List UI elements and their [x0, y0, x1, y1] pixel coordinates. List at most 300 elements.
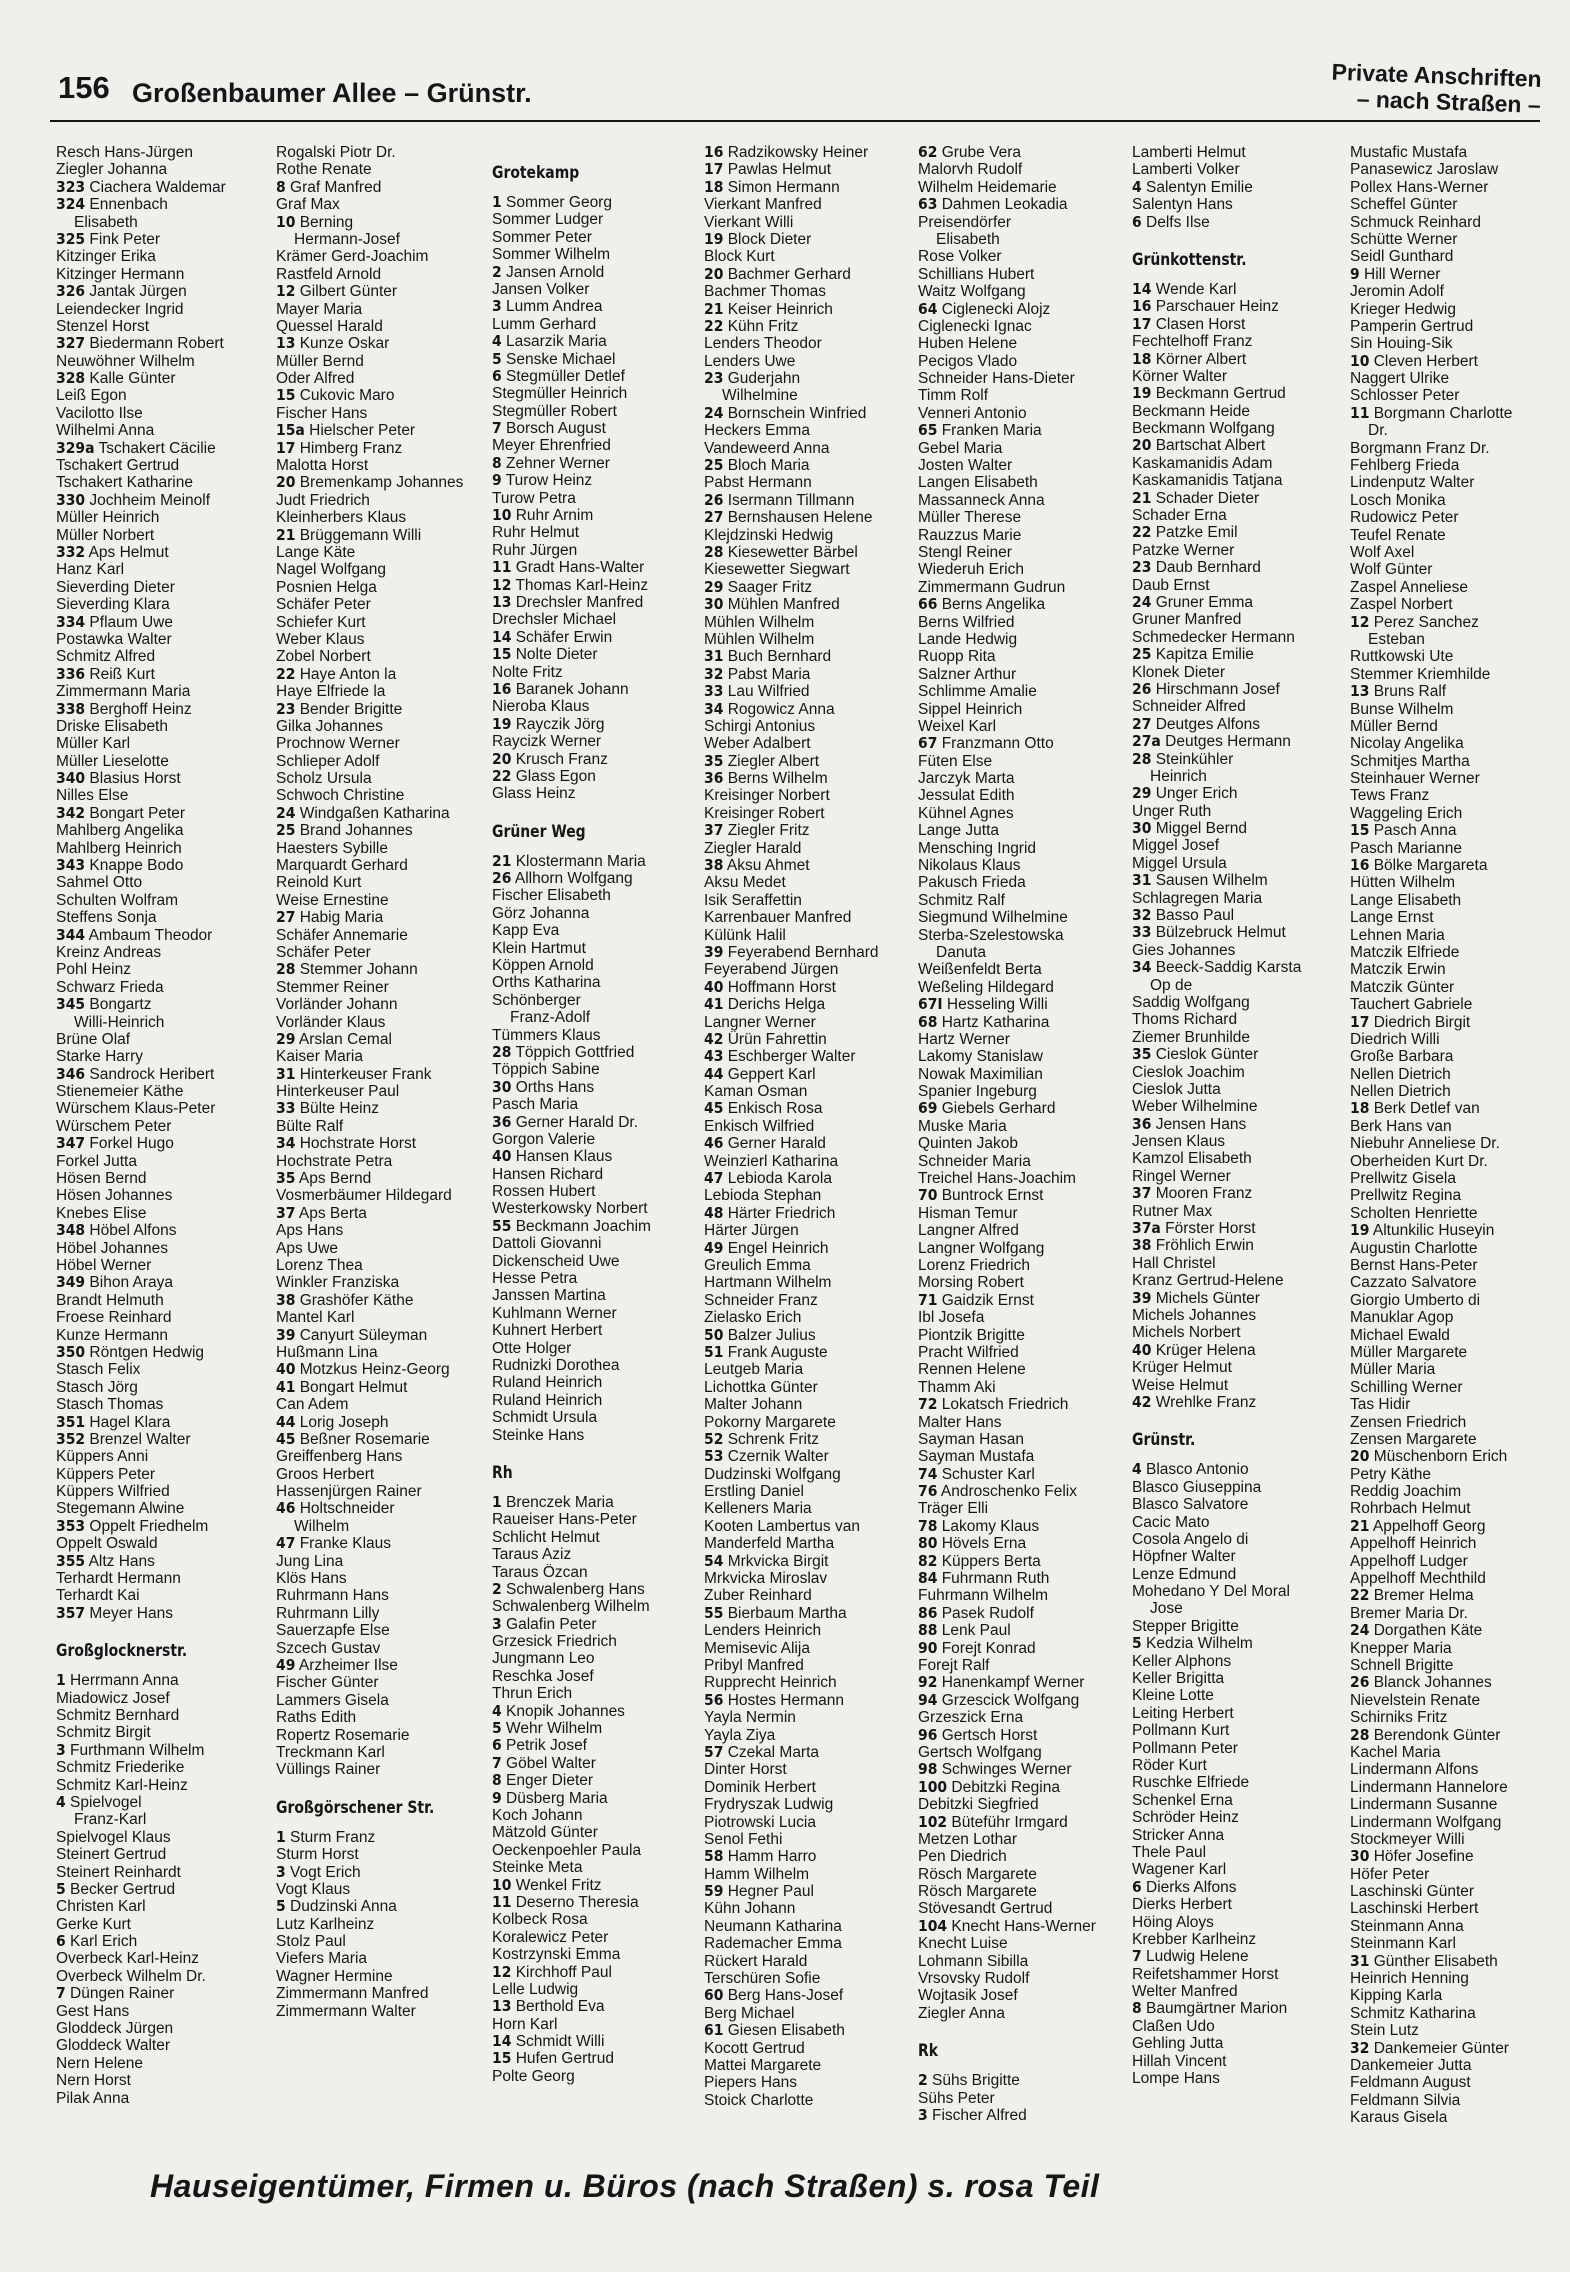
resident-entry — [918, 718, 1138, 735]
resident-entry — [918, 283, 1138, 300]
resident-name: Pribyl Manfred — [704, 1656, 804, 1674]
entry-continuation — [1132, 1600, 1352, 1617]
resident-name: Jeromin Adolf — [1350, 283, 1444, 301]
resident-entry — [1132, 507, 1352, 524]
resident-name: Glass Heinz — [492, 785, 576, 803]
resident-entry — [918, 1066, 1138, 1083]
resident-entry — [1132, 1496, 1352, 1513]
resident-name: Esteban — [1368, 630, 1425, 648]
resident-name: Bloch Maria — [727, 457, 810, 475]
resident-name: Augustin Charlotte — [1350, 1239, 1478, 1257]
resident-name: Hochstrate Petra — [276, 1152, 393, 1170]
resident-name: Steinhauer Werner — [1350, 770, 1480, 788]
resident-name: Petrik Josef — [506, 1737, 587, 1755]
resident-name: Haye Elfriede la — [276, 683, 386, 701]
resident-entry — [1132, 1220, 1352, 1237]
house-number: 357 — [56, 1604, 86, 1622]
resident-name: Düngen Rainer — [70, 1985, 175, 2003]
resident-entry — [1132, 942, 1352, 959]
house-number: 100 — [918, 1778, 948, 1796]
resident-name: Wrehlke Franz — [1155, 1393, 1257, 1411]
resident-name: Raueiser Hans-Peter — [492, 1511, 637, 1529]
resident-name: Beckmann Heide — [1132, 402, 1251, 420]
resident-entry — [1132, 1774, 1352, 1791]
resident-entry — [704, 874, 924, 891]
resident-entry — [56, 701, 276, 718]
house-number: 349 — [56, 1274, 86, 1292]
resident-name: Kreisinger Robert — [704, 804, 825, 822]
resident-name: Schneider Franz — [704, 1291, 818, 1309]
resident-entry — [276, 770, 496, 787]
resident-name: Klein Hartmut — [492, 939, 586, 957]
resident-entry — [918, 1900, 1138, 1917]
resident-entry — [492, 1166, 712, 1183]
resident-name: Thamm Aki — [918, 1378, 996, 1396]
resident-entry — [276, 840, 496, 857]
resident-name: Sandrock Heribert — [89, 1065, 215, 1083]
resident-entry — [1132, 1359, 1352, 1376]
house-number: 332 — [56, 543, 86, 561]
resident-entry — [276, 1257, 496, 1274]
resident-entry — [1132, 959, 1352, 976]
directory-column-4 — [704, 144, 924, 2109]
resident-name: Cieslok Joachim — [1132, 1063, 1245, 1081]
resident-name: Knecht Luise — [918, 1935, 1008, 1953]
resident-name: Delfs Ilse — [1146, 213, 1210, 231]
resident-entry — [704, 561, 924, 578]
resident-entry — [704, 1848, 924, 1865]
house-number: 39 — [1132, 1289, 1152, 1307]
resident-entry — [56, 874, 276, 891]
resident-entry — [492, 629, 712, 646]
resident-name: Rennen Helene — [918, 1361, 1026, 1379]
resident-name: Stemmer Reiner — [276, 978, 389, 996]
resident-entry — [918, 1535, 1138, 1552]
resident-name: Blasius Horst — [89, 770, 181, 788]
house-number: 26 — [1132, 680, 1152, 698]
resident-name: Küppers Wilfried — [56, 1483, 170, 1501]
resident-entry — [492, 1131, 712, 1148]
resident-entry — [56, 2037, 276, 2054]
resident-name: Mätzold Günter — [492, 1824, 598, 1842]
resident-entry — [56, 1759, 276, 1776]
resident-name: Schütte Werner — [1350, 230, 1458, 248]
house-number: 4 — [492, 1702, 502, 1720]
resident-entry — [1132, 1966, 1352, 1983]
resident-name: Oppelt Friedhelm — [89, 1517, 209, 1535]
resident-name: Viefers Maria — [276, 1950, 368, 1968]
resident-name: Lenders Theodor — [704, 335, 822, 353]
resident-name: Kühn Fritz — [727, 317, 799, 335]
resident-name: Tauchert Gabriele — [1350, 996, 1473, 1014]
resident-entry — [704, 1118, 924, 1135]
resident-entry — [276, 1864, 496, 1881]
house-number: 3 — [918, 2106, 928, 2124]
resident-entry — [918, 631, 1138, 648]
resident-name: Sterba-Szelestowska — [918, 926, 1064, 944]
resident-name: Gilka Johannes — [276, 717, 383, 735]
resident-entry — [1350, 1448, 1570, 1465]
resident-entry — [1350, 1640, 1570, 1657]
resident-name: Malorvh Rudolf — [918, 161, 1023, 179]
resident-name: Schmitz Karl-Heinz — [56, 1776, 188, 1794]
resident-entry — [918, 979, 1138, 996]
resident-entry — [1350, 1500, 1570, 1517]
resident-name: Naggert Ulrike — [1350, 370, 1450, 388]
resident-name: Bongartz — [89, 996, 152, 1014]
resident-name: Lange Käte — [276, 543, 356, 561]
house-number: 328 — [56, 370, 86, 388]
resident-name: Krämer Gerd-Joachim — [276, 248, 429, 266]
resident-name: Enkisch Rosa — [727, 1100, 823, 1118]
resident-name: Jose — [1150, 1600, 1183, 1618]
resident-entry — [56, 1414, 276, 1431]
resident-name: Hamm Harro — [727, 1848, 817, 1866]
resident-entry — [1350, 1222, 1570, 1239]
resident-name: Siegmund Wilhelmine — [918, 909, 1068, 927]
resident-name: Aps Helmut — [88, 543, 169, 561]
house-number: 17 — [1350, 1013, 1370, 1031]
resident-entry — [704, 214, 924, 231]
resident-entry — [276, 1570, 496, 1587]
resident-name: Memisevic Alija — [704, 1639, 810, 1657]
resident-entry — [1132, 1290, 1352, 1307]
resident-entry — [492, 1633, 712, 1650]
directory-column-7 — [1350, 144, 1570, 2127]
resident-name: Schader Dieter — [1155, 489, 1260, 507]
house-number: 86 — [918, 1604, 938, 1622]
resident-entry — [704, 1379, 924, 1396]
resident-name: Langen Elisabeth — [918, 474, 1038, 492]
resident-entry — [56, 1916, 276, 1933]
house-number: 3 — [492, 1615, 502, 1633]
resident-entry — [1350, 353, 1570, 370]
resident-entry — [1350, 1796, 1570, 1813]
house-number: 338 — [56, 700, 86, 718]
resident-name: Reifetshammer Horst — [1132, 1965, 1279, 1983]
resident-name: Schwarz Frieda — [56, 978, 164, 996]
resident-name: Lenders Heinrich — [704, 1622, 822, 1640]
resident-entry — [276, 805, 496, 822]
resident-entry — [704, 1083, 924, 1100]
resident-entry — [1350, 440, 1570, 457]
house-number: 27 — [1132, 715, 1152, 733]
resident-entry — [56, 1777, 276, 1794]
resident-entry — [1350, 1100, 1570, 1117]
resident-entry — [1350, 1066, 1570, 1083]
resident-name: Prellwitz Regina — [1350, 1187, 1462, 1205]
house-number: 21 — [492, 852, 512, 870]
resident-entry — [704, 1553, 924, 1570]
house-number: 23 — [276, 700, 296, 718]
resident-entry — [56, 631, 276, 648]
resident-entry — [918, 509, 1138, 526]
resident-entry — [492, 992, 712, 1009]
resident-entry — [492, 1235, 712, 1252]
resident-entry — [918, 1048, 1138, 1065]
resident-entry — [704, 1605, 924, 1622]
resident-name: Kaman Osman — [704, 1083, 808, 1101]
resident-entry — [56, 2020, 276, 2037]
resident-entry — [276, 1222, 496, 1239]
resident-name: Schiefer Kurt — [276, 613, 366, 631]
resident-entry — [1132, 1705, 1352, 1722]
resident-entry — [704, 1222, 924, 1239]
resident-entry — [1132, 1479, 1352, 1496]
resident-name: Kapitza Emilie — [1155, 646, 1254, 664]
resident-entry — [918, 1170, 1138, 1187]
resident-entry — [1350, 1344, 1570, 1361]
resident-name: Hartmann Wilhelm — [704, 1274, 832, 1292]
house-number: 16 — [704, 144, 724, 161]
resident-entry — [56, 1379, 276, 1396]
resident-entry — [276, 701, 496, 718]
resident-entry — [56, 1309, 276, 1326]
resident-name: Schmitz Ralf — [918, 891, 1005, 909]
house-number: 66 — [918, 596, 938, 614]
resident-entry — [276, 561, 496, 578]
resident-entry — [704, 1135, 924, 1152]
resident-name: Guderjahn — [727, 370, 801, 388]
resident-entry — [276, 1135, 496, 1152]
house-number: 4 — [492, 333, 502, 351]
house-number: 51 — [704, 1343, 724, 1361]
resident-entry — [276, 996, 496, 1013]
resident-name: Töppich Sabine — [492, 1061, 600, 1079]
resident-name: Panasewicz Jaroslaw — [1350, 161, 1499, 179]
house-number: 324 — [56, 196, 86, 214]
resident-entry — [276, 1292, 496, 1309]
resident-name: Salentyn Emilie — [1146, 178, 1253, 196]
resident-entry — [276, 1396, 496, 1413]
resident-name: Zimmermann Maria — [56, 683, 191, 701]
house-number: 2 — [918, 2072, 928, 2090]
resident-entry — [704, 2092, 924, 2109]
resident-entry — [492, 1598, 712, 1615]
resident-name: Oder Alfred — [276, 370, 355, 388]
house-number: 351 — [56, 1413, 86, 1431]
resident-name: Lompe Hans — [1132, 2070, 1220, 2088]
resident-entry — [918, 579, 1138, 596]
resident-name: Hesse Petra — [492, 1270, 578, 1288]
resident-name: Nikolaus Klaus — [918, 857, 1021, 875]
resident-entry — [56, 196, 276, 213]
resident-entry — [56, 596, 276, 613]
resident-name: Bruns Ralf — [1373, 683, 1447, 701]
resident-name: Lenders Uwe — [704, 352, 796, 370]
resident-name: Ruland Heinrich — [492, 1374, 603, 1392]
resident-name: Pasek Rudolf — [941, 1604, 1034, 1622]
resident-name: Kunze Oskar — [299, 335, 390, 353]
resident-entry — [1132, 2053, 1352, 2070]
resident-entry — [276, 1968, 496, 1985]
resident-entry — [1350, 1779, 1570, 1796]
resident-entry — [1350, 527, 1570, 544]
house-number: 12 — [1350, 613, 1370, 631]
resident-name: Höbel Alfons — [89, 1222, 177, 1240]
resident-entry — [276, 492, 496, 509]
resident-name: Massanneck Anna — [918, 491, 1045, 509]
resident-name: Vierkant Willi — [704, 213, 794, 231]
resident-name: Hösen Bernd — [56, 1170, 147, 1188]
resident-name: Kolbeck Rosa — [492, 1911, 588, 1929]
house-number: 20 — [1132, 437, 1152, 455]
house-number: 7 — [56, 1985, 66, 2003]
resident-name: Berendonk Günter — [1373, 1726, 1501, 1744]
resident-entry — [918, 1118, 1138, 1135]
resident-name: Hillah Vincent — [1132, 2052, 1227, 2070]
resident-name: Neuwöhner Wilhelm — [56, 352, 195, 370]
resident-entry — [276, 335, 496, 352]
house-number: 3 — [276, 1863, 286, 1881]
resident-name: Feyerabend Bernhard — [727, 943, 879, 961]
house-number: 12 — [492, 1963, 512, 1981]
resident-entry — [918, 683, 1138, 700]
resident-entry — [276, 909, 496, 926]
resident-name: Kirchhoff Paul — [515, 1963, 612, 1981]
house-number: 32 — [1350, 2039, 1370, 2057]
resident-entry — [276, 683, 496, 700]
resident-name: Manderfeld Martha — [704, 1535, 835, 1553]
resident-name: Bölke Margareta — [1373, 857, 1488, 875]
resident-entry — [1132, 698, 1352, 715]
resident-name: Bremer Maria Dr. — [1350, 1604, 1468, 1622]
resident-entry — [56, 2090, 276, 2107]
resident-name: Marquardt Gerhard — [276, 857, 408, 875]
resident-entry — [704, 1831, 924, 1848]
resident-entry — [276, 179, 496, 196]
resident-name: Borgmann Charlotte — [1373, 404, 1513, 422]
house-number: 84 — [918, 1570, 938, 1588]
resident-entry — [1132, 1081, 1352, 1098]
resident-name: Deutges Alfons — [1155, 715, 1260, 733]
resident-entry — [1350, 387, 1570, 404]
resident-name: Lamberti Helmut — [1132, 144, 1246, 161]
resident-name: Jarczyk Marta — [918, 770, 1015, 788]
resident-entry — [492, 2050, 712, 2067]
resident-entry — [492, 1981, 712, 1998]
resident-name: Rastfeld Arnold — [276, 265, 382, 283]
resident-name: Langner Wolfgang — [918, 1239, 1045, 1257]
resident-entry — [918, 857, 1138, 874]
resident-name: Fuhrmann Wilhelm — [918, 1587, 1049, 1605]
resident-entry — [492, 1218, 712, 1235]
resident-name: Keller Alphons — [1132, 1652, 1232, 1670]
resident-name: Schwoch Christine — [276, 787, 405, 805]
resident-entry — [1350, 2074, 1570, 2091]
resident-name: Schulten Wolfram — [56, 891, 179, 909]
resident-name: Schillians Hubert — [918, 265, 1035, 283]
house-number: 29 — [1132, 785, 1152, 803]
resident-name: Galafin Peter — [506, 1615, 597, 1633]
resident-name: Füten Else — [918, 752, 993, 770]
house-number: 345 — [56, 996, 86, 1014]
resident-entry — [704, 492, 924, 509]
resident-entry — [704, 805, 924, 822]
resident-entry — [704, 753, 924, 770]
resident-name: Diedrich Birgit — [1373, 1013, 1471, 1031]
resident-name: Weinzierl Katharina — [704, 1152, 839, 1170]
resident-name: Hütten Wilhelm — [1350, 874, 1456, 892]
resident-name: Fischer Hans — [276, 404, 368, 422]
resident-name: Mühlen Wilhelm — [704, 630, 815, 648]
resident-entry — [918, 909, 1138, 926]
resident-name: Lindermann Wolfgang — [1350, 1813, 1502, 1831]
resident-entry — [918, 874, 1138, 891]
resident-entry — [1350, 579, 1570, 596]
house-number: 38 — [704, 857, 724, 875]
resident-entry — [918, 596, 1138, 613]
resident-name: Berk Hans van — [1350, 1117, 1452, 1135]
resident-name: Dominik Herbert — [704, 1778, 816, 1796]
resident-name: Forejt Ralf — [918, 1656, 990, 1674]
resident-name: Lehnen Maria — [1350, 926, 1445, 944]
resident-name: Claßen Udo — [1132, 2017, 1215, 2035]
resident-entry — [56, 335, 276, 352]
resident-name: Beckmann Gertrud — [1155, 385, 1286, 403]
resident-entry — [1132, 1531, 1352, 1548]
resident-entry — [492, 1790, 712, 1807]
resident-entry — [704, 683, 924, 700]
house-number: 24 — [1132, 593, 1152, 611]
entry-continuation — [918, 944, 1138, 961]
resident-name: Keiser Heinrich — [727, 300, 833, 318]
resident-name: Leiting Herbert — [1132, 1704, 1234, 1722]
resident-name: Schmitz Alfred — [56, 648, 156, 666]
resident-entry — [918, 1814, 1138, 1831]
house-number: 6 — [492, 1737, 502, 1755]
resident-name: Knappe Bodo — [89, 857, 184, 875]
directory-column-1 — [56, 144, 276, 2107]
resident-name: Küppers Berta — [941, 1552, 1041, 1570]
resident-entry — [1132, 1861, 1352, 1878]
resident-name: Simon Hermann — [727, 178, 840, 196]
house-number: 330 — [56, 491, 86, 509]
resident-entry — [1132, 144, 1352, 161]
house-number: 24 — [704, 404, 724, 422]
resident-name: Krusch Franz — [515, 750, 608, 768]
resident-name: Lammers Gisela — [276, 1691, 389, 1709]
house-number: 68 — [918, 1013, 938, 1031]
resident-entry — [704, 248, 924, 265]
house-number: 55 — [492, 1217, 512, 1235]
resident-entry — [1350, 614, 1570, 631]
resident-name: Stolz Paul — [276, 1933, 346, 1951]
resident-entry — [56, 753, 276, 770]
resident-name: Nern Horst — [56, 2072, 131, 2090]
resident-entry — [704, 1918, 924, 1935]
resident-entry — [492, 437, 712, 454]
resident-entry — [704, 996, 924, 1013]
resident-entry — [276, 1985, 496, 2002]
house-number: 10 — [492, 1876, 512, 1894]
resident-name: Lange Elisabeth — [1350, 891, 1462, 909]
house-number: 7 — [492, 1754, 502, 1772]
resident-name: Jungmann Leo — [492, 1650, 595, 1668]
resident-name: Altz Hans — [88, 1552, 155, 1570]
resident-name: Gerner Harald Dr. — [515, 1113, 639, 1131]
resident-name: Schmitz Friederike — [56, 1759, 185, 1777]
resident-name: Steinmann Karl — [1350, 1935, 1456, 1953]
resident-name: Schnell Brigitte — [1350, 1656, 1454, 1674]
resident-entry — [1132, 524, 1352, 541]
resident-entry — [56, 718, 276, 735]
resident-name: Waggeling Erich — [1350, 804, 1463, 822]
resident-entry — [704, 474, 924, 491]
resident-name: Pollmann Kurt — [1132, 1722, 1230, 1740]
resident-entry — [56, 1292, 276, 1309]
resident-name: Treichel Hans-Joachim — [918, 1170, 1076, 1188]
